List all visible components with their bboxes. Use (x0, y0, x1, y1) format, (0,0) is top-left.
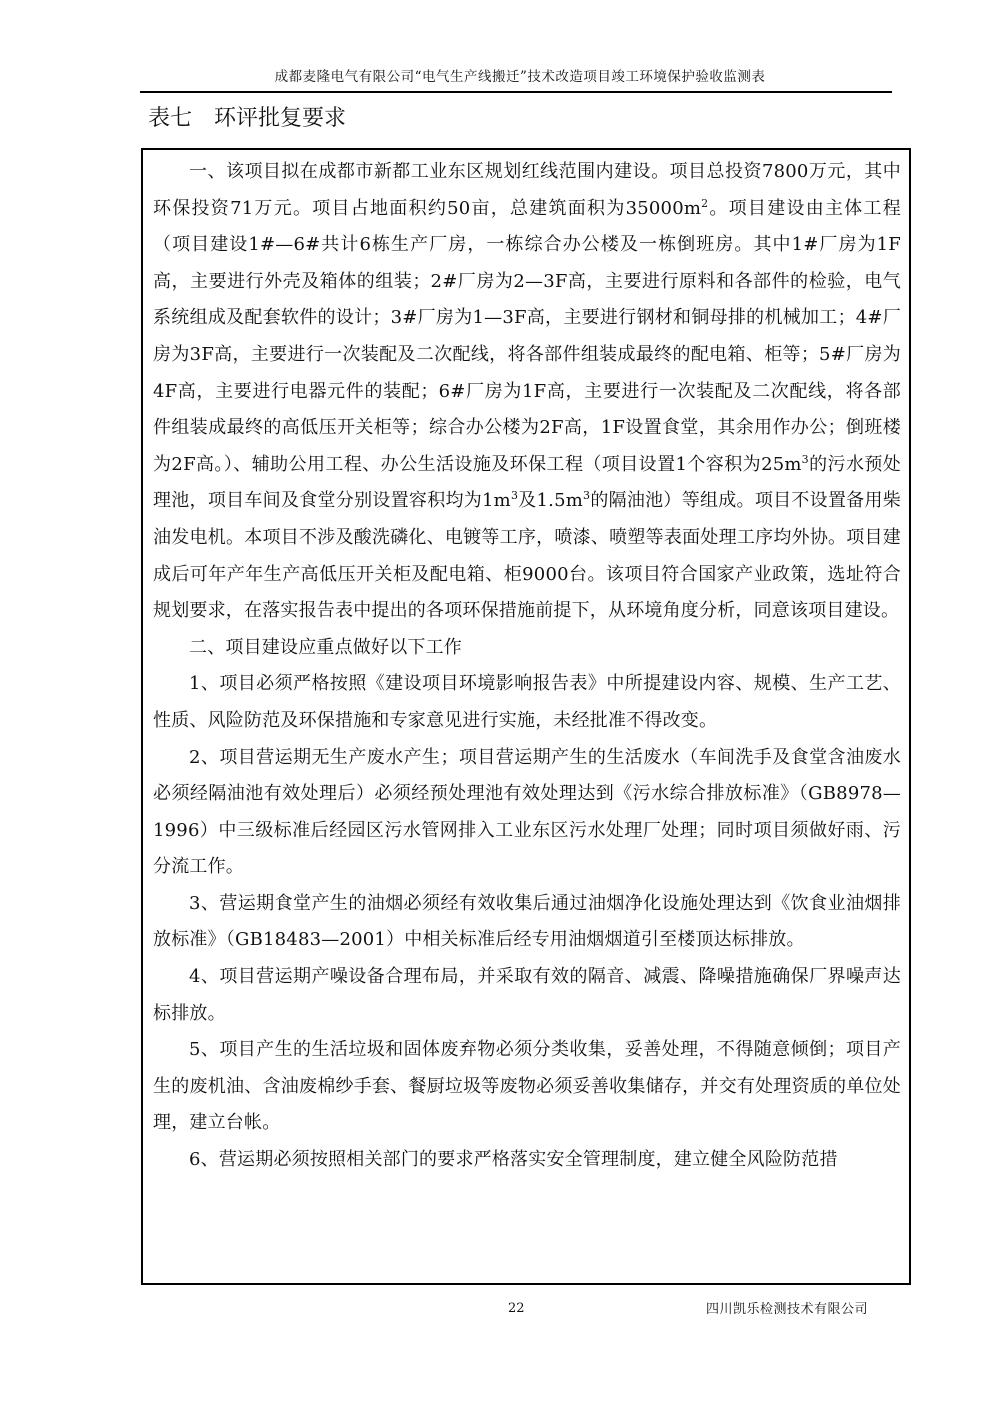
paragraph-item-1: 1、项目必须严格按照《建设项目环境影响报告表》中所提建设内容、规模、生产工艺、性质、风险防范及环保措施和专家意见进行实施，未经批准不得改变。 (153, 673, 901, 731)
page-header: 成都麦隆电气有限公司“电气生产线搬迁”技术改造项目竣工环境保护验收监测表 (274, 69, 766, 85)
requirements-text (153, 154, 901, 1179)
header-divider (140, 91, 892, 93)
paragraph-item-5: 5、项目产生的生活垃圾和固体废弃物必须分类收集，妥善处理，不得随意倾倒；项目产生的废机油、含油废棉纱手套、餐厨垃圾等废物必须妥善收集储存，并交有处理资质的单位处理，建立台帐。 (153, 1039, 901, 1134)
paragraph-item-3: 3、营运期食堂产生的油烟必须经有效收集后通过油烟净化设施处理达到《饮食业油烟排放标准》（GB18483—2001）中相关标准后经专用油烟烟道引至楼顶达标排放。 (153, 892, 901, 951)
footer-company: 四川凯乐检测技术有限公司 (706, 1302, 869, 1317)
paragraph-item-2: 2、项目营运期无生产废水产生；项目营运期产生的生活废水（车间洗手及食堂含油废水必须经隔油池有效处理后）必须经预处理池有效处理达到《污水综合排放标准》（GB8978—1996）中三级标准后经园区污水管网排入工业东区污水处理厂处理；同时项目须做好雨、污分流工作。 (153, 746, 901, 878)
paragraph-key-work-heading: 二、项目建设应重点做好以下工作 (189, 636, 462, 658)
paragraph-item-6: 6、营运期必须按照相关部门的要求严格落实安全管理制度，建立健全风险防范措 (189, 1149, 838, 1171)
paragraph-project-overview: 一、该项目拟在成都市新都工业东区规划红线范围内建设。项目总投资7800万元，其中环保投资71万元。项目占地面积约50亩，总建筑面积为$35000m^2$。项目建设由主体工程（项目建设1#—6#共计6栋生产厂房，一栋综合办公楼及一栋倒班房。其中1#厂房为1F高，主要进行外壳及箱体的组装；2#厂房为2—3F高，主要进行原料和各部件的检验，电气系统组成及配套软件的设计；3#厂房为1—3F高，主要进行钢材和铜母排的机械加工；4#厂房为3F高，主要进行一次装配及二次配线，将各部件组装成最终的配电箱、柜等；5#厂房为4F高，主要进行电器元件的装配；6#厂房为1F高，主要进行一次装配及二次配线，将各部件组装成最终的高低压开关柜等；综合办公楼为2F高，1F设置食堂，其余用作办公；倒班楼为2F高。）、辅助公用工程、办公生活设施及环保工程（项目设置1个容积为$25m^3$的污水预处理池，项目车间及食堂分别设置容积均为$1m^3$及$1.5m^3$的隔油池）等组成。项目不设置备用柴油发电机。本项目不涉及酸洗磷化、电镀等工序，喷漆、喷塑等表面处理工序均外协。项目建成后可年产年生产高低压开关柜及配电箱、柜9000台。该项目符合国家产业政策，选址符合规划要求，在落实报告表中提出的各项环保措施前提下，从环境角度分析，同意该项目建设。 (153, 161, 902, 622)
section-title: 表七 环评批复要求 (148, 106, 347, 131)
paragraph-item-4: 4、项目营运期产噪设备合理布局，并采取有效的隔音、减震、降噪措施确保厂界噪声达标排放。 (153, 966, 901, 1024)
page-number: 22 (508, 1301, 525, 1316)
requirements-table-cell (141, 148, 911, 1285)
